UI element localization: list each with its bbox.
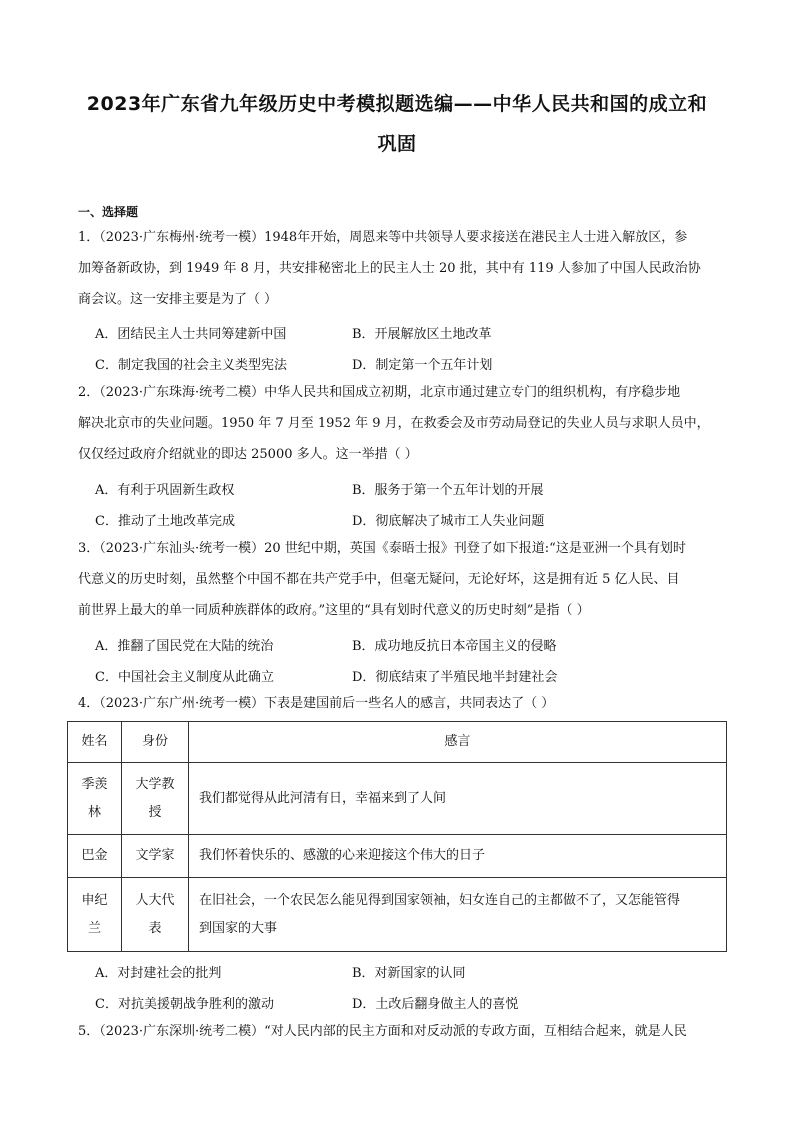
q2-line-2: 解决北京市的失业问题。1950 年 7 月至 1952 年 9 月，在救委会及市劳动局登记的失业人员与求职人员中， <box>78 416 710 431</box>
cell-name: 巴金 <box>68 835 122 878</box>
table-row <box>68 878 727 952</box>
q3-option-a: A．推翻了国民党在大陆的统治 <box>95 639 274 654</box>
cell-name: 季羡 林 <box>68 763 122 835</box>
q4-option-b: B．对新国家的认同 <box>352 966 466 981</box>
cell-quote: 我们怀着快乐的、感激的心来迎接这个伟大的日子 <box>189 835 727 878</box>
title-line-2: 巩固 <box>377 133 417 155</box>
q4-stem: 4．（2023·广东广州·统考一模）下表是建国前后一些名人的感言，共同表达了（ ） <box>78 696 555 711</box>
table-row <box>68 763 727 835</box>
header-role: 身份 <box>122 722 189 763</box>
q1-option-a: A．团结民主人士共同筹建新中国 <box>95 327 287 342</box>
q1-option-b: B．开展解放区土地改革 <box>352 327 492 342</box>
q3-line-1: 3．（2023·广东汕头·统考一模）20 世纪中期，英国《泰晤士报》刊登了如下报道:“这是亚洲一个具有划时 <box>78 541 686 556</box>
table-row <box>68 835 727 878</box>
q1-line-1: 1．（2023·广东梅州·统考一模）1948年开始，周恩来等中共领导人要求接送在港民主人士进入解放区，参 <box>78 230 688 245</box>
q2-option-b: B．服务于第一个五年计划的开展 <box>352 483 544 498</box>
document-title <box>70 84 724 164</box>
q3-line-3: 前世界上最大的单一同质种族群体的政府。”这里的“具有划时代意义的历史时刻”是指（ ） <box>78 603 590 618</box>
q4-option-d: D．土改后翻身做主人的喜悦 <box>352 997 519 1012</box>
cell-quote: 在旧社会，一个农民怎么能见得到国家领袖，妇女连自己的主都做不了，又怎能管得 到国家的大事 <box>189 878 727 952</box>
cell-name: 申纪 兰 <box>68 878 122 952</box>
q4-option-a: A．对封建社会的批判 <box>95 966 222 981</box>
section-heading: 一、选择题 <box>78 205 139 219</box>
q2-line-1: 2．（2023·广东珠海·统考二模）中华人民共和国成立初期，北京市通过建立专门的组织机构，有序稳步地 <box>78 385 681 400</box>
q2-line-3: 仅仅经过政府介绍就业的即达 25000 多人。这一举措（ ） <box>78 447 418 462</box>
q2-option-d: D．彻底解决了城市工人失业问题 <box>352 514 545 529</box>
q5-line-1: 5．（2023·广东深圳·统考二模）“对人民内部的民主方面和对反动派的专政方面，互相结合起来，就是人民 <box>78 1024 687 1039</box>
q4-quote-table <box>67 721 727 952</box>
q1-option-c: C．制定我国的社会主义类型宪法 <box>95 358 287 373</box>
q1-option-d: D．制定第一个五年计划 <box>352 358 493 373</box>
cell-role: 人大代 表 <box>122 878 189 952</box>
title-line-1: 2023年广东省九年级历史中考模拟题选编——中华人民共和国的成立和 <box>86 93 708 115</box>
cell-role: 大学教 授 <box>122 763 189 835</box>
q1-line-3: 商会议。这一安排主要是为了（ ） <box>78 292 278 307</box>
cell-quote: 我们都觉得从此河清有日，幸福来到了人间 <box>189 763 727 835</box>
q3-option-c: C．中国社会主义制度从此确立 <box>95 670 274 685</box>
q3-line-2: 代意义的历史时刻，虽然整个中国不都在共产党手中，但毫无疑问，无论好坏，这是拥有近 5 亿人民、目 <box>78 572 680 587</box>
header-name: 姓名 <box>68 722 122 763</box>
q4-option-c: C．对抗美援朝战争胜利的激动 <box>95 997 274 1012</box>
q3-option-b: B．成功地反抗日本帝国主义的侵略 <box>352 639 557 654</box>
cell-role: 文学家 <box>122 835 189 878</box>
q2-option-c: C．推动了土地改革完成 <box>95 514 235 529</box>
header-quote: 感言 <box>189 722 727 763</box>
table-header-row <box>68 722 727 763</box>
q1-line-2: 加筹备新政协，到 1949 年 8 月，共安排秘密北上的民主人士 20 批，其中有 119 人参加了中国人民政治协 <box>78 261 701 276</box>
q3-option-d: D．彻底结束了半殖民地半封建社会 <box>352 670 558 685</box>
q2-option-a: A．有利于巩固新生政权 <box>95 483 235 498</box>
